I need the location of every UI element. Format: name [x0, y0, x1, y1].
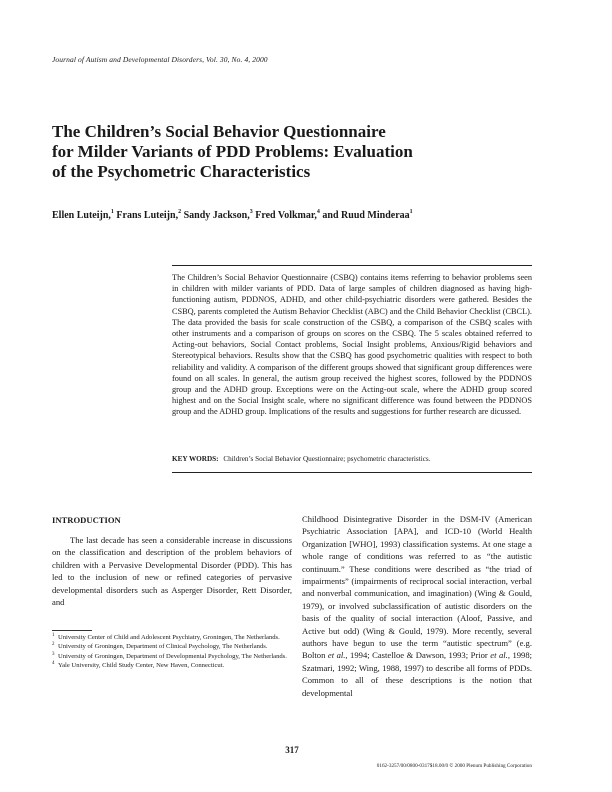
footnote-text: University Center of Child and Adolescent Psychiatry, Groningen, The Netherlands.: [58, 634, 280, 641]
author-name: and Ruud Minderaa: [322, 210, 410, 221]
body-text: Childhood Disintegrative Disorder in the DSM-IV (American Psychiatric Association [APA], and ICD-10 (World Health Organization [WHO], 1993) classification systems. At one stage a whole range of conditions was referred to as “the autistic continuum.” These conditions were described as “the triad of impairments” (impairments of reciprocal social interaction, verbal and nonverbal communication, and imagination) (Wing & Gould, 1979), or involved subclassification of autistic disorders on the basis of the quality of social interaction (Aloof, Passive, and Active but odd) (Wing & Gould, 1979). More recently, several authors have begun to use the term “autistic spectrum” (e.g. Bolton: [302, 514, 532, 661]
footnote-mark: 1: [52, 633, 55, 638]
footnote-mark: 3: [52, 651, 55, 657]
affiliation-mark: 1: [409, 209, 413, 215]
citation-etal: et al.: [327, 650, 346, 661]
footnote-text: Yale University, Child Study Center, New Haven, Connecticut.: [58, 661, 225, 669]
abstract: The Children’s Social Behavior Questionnaire (CSBQ) contains items referring to behavior problems seen in children with milder variants of PDD. Data of large samples of children diagnosed as having high-functioning autism, PDDNOS, ADHD, and other child-psychiatric disorders were gathered. Besides the CSBQ, parents completed the Autism Behavior Checklist (ABC) and the Child Behavior Checklist (CBCL). The data provided the basis for scale construction of the CSBQ, a comparison of the CSBQ scales with other instruments and a comparison of groups on scores on the CSBQ. The 5 scales obtained referred to Acting-out behaviors, Social Contact problems, Social Insight problems, Anxious/Rigid behaviors and Stereotypical behaviors. Results show that the CSBQ has good psychometric qualities with respect to both reliability and validity. A comparison of the different groups showed that significant group differences were found on all scales. In general, the autism group received the highest scores, followed by the PDDNOS group and the ADHD group. Exceptions were on the Acting-out scale, where the ADHD group scored highest and on the Social Insight scale, where no significant difference was found between the PDDNOS group and the ADHD group. Implications of the results and suggestions for further research are dicussed.: [172, 273, 532, 417]
journal-citation: Journal of Autism and Developmental Disorders, Vol. 30, No. 4, 2000: [52, 55, 268, 64]
footnote: [52, 652, 292, 661]
citation-etal: et al.: [490, 650, 508, 661]
intro-paragraph-right: [302, 513, 532, 699]
keywords-text: Children’s Social Behavior Questionnaire; psychometric characteristics.: [223, 455, 431, 463]
intro-paragraph-left: The last decade has seen a considerable increase in discussions on the classification and description of the problem behaviors of children with a Pervasive Developmental Disorder (PDD). This has led to the inclusion of new or refined categories of pervasive developmental disorders such as Asperger Disorder, Rett Disorder, and: [52, 535, 292, 608]
affiliation-mark: 1: [110, 209, 114, 215]
footnote: [52, 633, 292, 642]
abstract-bottom-rule: [172, 472, 532, 473]
footnote-text: University of Groningen, Department of Clinical Psychology, The Netherlands.: [58, 643, 268, 651]
footnote-mark: 2: [52, 642, 55, 648]
author-list: [52, 209, 413, 221]
author-name: Frans Luteijn,: [116, 210, 179, 221]
copyright-line: 0162-3257/00/0800-0317$18.00/0 © 2000 Plenum Publishing Corporation: [376, 763, 532, 769]
title-line: The Children’s Social Behavior Questionnaire: [52, 122, 386, 141]
affiliation-mark: 2: [178, 209, 182, 215]
article-title: [52, 122, 532, 182]
abstract-top-rule: [172, 265, 532, 266]
footnote-mark: 4: [52, 660, 55, 666]
title-line: of the Psychometric Characteristics: [52, 162, 311, 181]
body-text: , 1998; Szatmari, 1992; Wing, 1988, 1997) to describe all forms of PDDs. Common to all of these descriptions is the notion that developmental: [302, 650, 533, 698]
footnote: [52, 642, 292, 651]
page-number: 317: [285, 745, 299, 755]
affiliation-mark: 3: [249, 209, 253, 215]
title-line: for Milder Variants of PDD Problems: Evaluation: [52, 142, 413, 161]
author-name: Ellen Luteijn,: [52, 210, 111, 221]
keywords-label: KEY WORDS:: [172, 455, 219, 463]
keywords: [172, 455, 532, 463]
footnote-rule: [52, 630, 92, 631]
footnote: [52, 661, 292, 670]
footnotes: [52, 633, 292, 670]
author-name: Fred Volkmar,: [255, 210, 317, 221]
author-name: Sandy Jackson,: [183, 210, 250, 221]
affiliation-mark: 4: [316, 209, 320, 215]
body-text: , 1994; Castelloe & Dawson, 1993; Prior: [345, 650, 491, 661]
section-heading: INTRODUCTION: [52, 515, 121, 525]
footnote-text: University of Groningen, Department of Developmental Psychology, The Netherlands.: [58, 652, 287, 660]
